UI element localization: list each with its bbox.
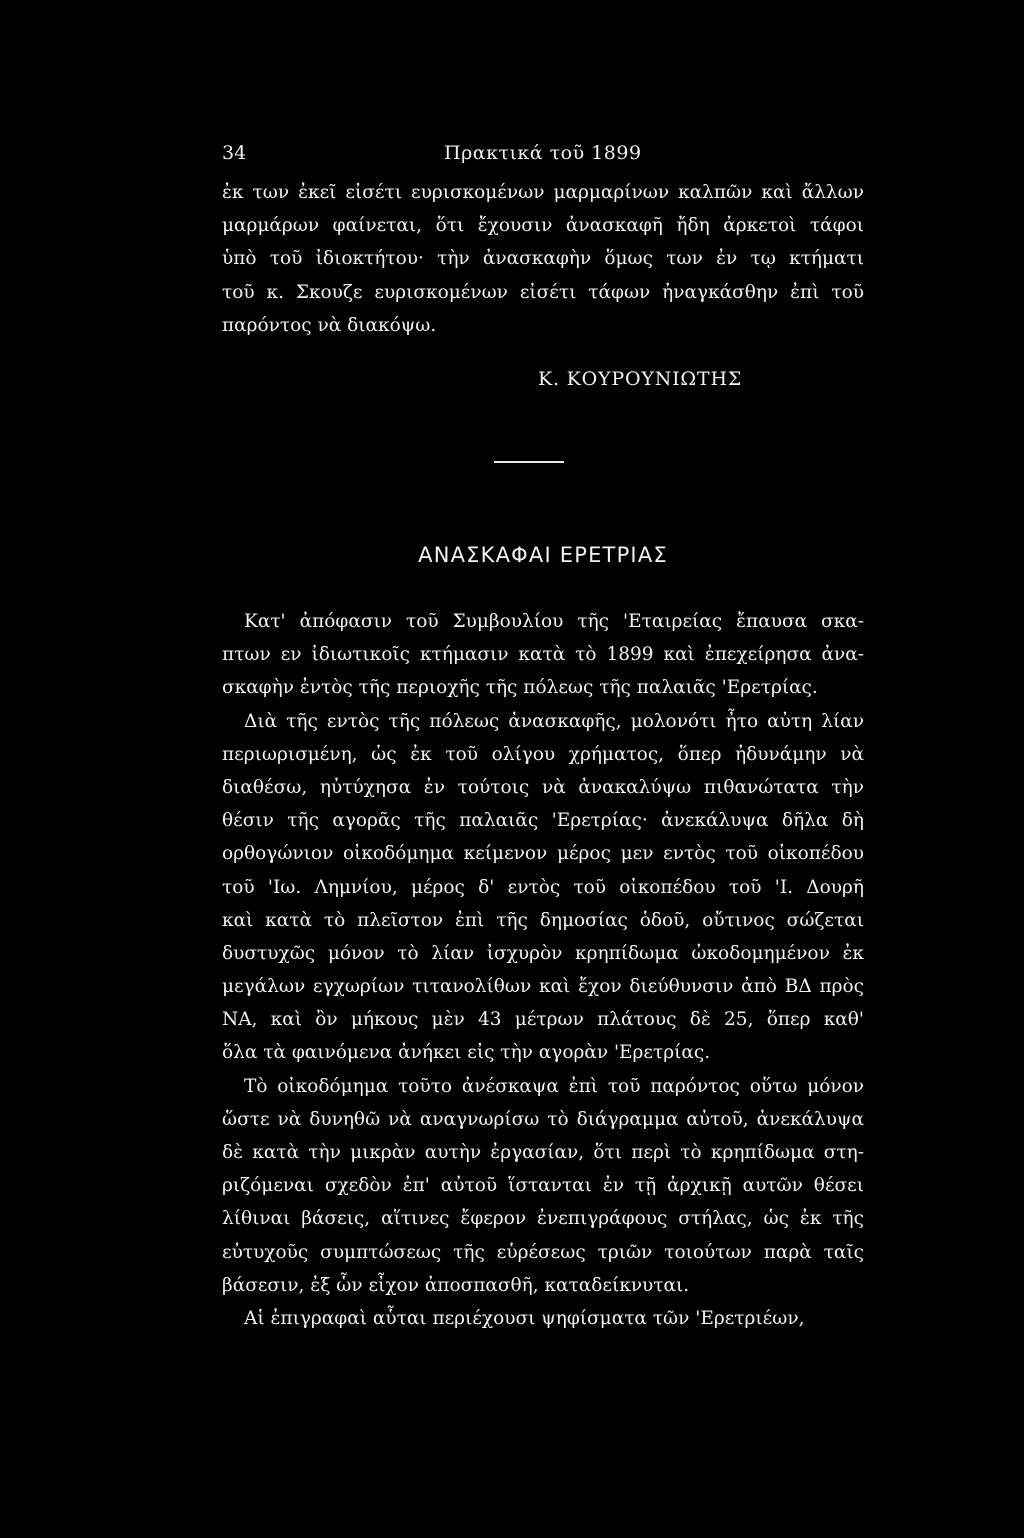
text-line: τοῦ κ. Σκουζε ευρισκομένων εἰσέτι τάφων ἠναγκάσθην ἐπὶ τοῦ bbox=[222, 281, 864, 303]
intro-paragraph bbox=[222, 176, 864, 342]
text-line: δὲ κατὰ τὴν μικρὰν αυτὴν ἐργασίαν, ὅτι περὶ τὸ κρηπίδωμα στη- bbox=[222, 1142, 864, 1163]
text-line: παρόντος νὰ διακόψω. bbox=[222, 314, 437, 336]
page-header bbox=[222, 142, 864, 172]
text-line: δυστυχῶς μόνον τὸ λίαν ἰσχυρὸν κρηπίδωμα ὠκοδομημένον ἐκ bbox=[222, 942, 864, 964]
text-line: Κατ' ἀπόφασιν τοῦ Συμβουλίου τῆς 'Εταιρείας ἔπαυσα σκα- bbox=[244, 611, 864, 632]
text-line: θέσιν τῆς αγορᾶς τῆς παλαιᾶς 'Ερετρίας· ἀνεκάλυψα δῆλα δὴ bbox=[222, 810, 864, 832]
text-line: σκαφὴν ἐντὸς τῆς περιοχῆς τῆς πόλεως τῆς παλαιᾶς 'Ερετρίας. bbox=[222, 677, 818, 699]
text-line: ὅλα τὰ φαινόμενα ἀνήκει εἰς τὴν αγορὰν 'Ερετρίας. bbox=[222, 1042, 711, 1064]
text-line: ἐκ των ἐκεῖ εἰσέτι ευρισκομένων μαρμαρίνων καλπῶν καὶ ἄλλων bbox=[222, 182, 864, 203]
section-title: ΑΝΑΣΚΑΦΑΙ ΕΡΕΤΡΙΑΣ bbox=[418, 543, 668, 567]
page-number: 34 bbox=[222, 142, 247, 164]
text-line: ριζόμεναι σχεδὸν ἐπ' αὐτοῦ ἵστανται ἐν τῇ ἀρχικῇ αυτῶν θέσει bbox=[222, 1175, 864, 1197]
text-line: Διὰ τῆς εντὸς τῆς πόλεως ἀνασκαφῆς, μολονότι ἦτο αὐτη λίαν bbox=[244, 710, 864, 732]
text-line: βάσεσιν, ἐξ ὧν εἶχον ἀποσπασθῆ, καταδείκνυται. bbox=[222, 1274, 690, 1296]
text-line: ορθογώνιον οἰκοδόμημα κείμενον μέρος μεν εντὸς τοῦ οἰκοπέδου bbox=[222, 843, 864, 865]
text-line: ΝΑ, καὶ ὂν μήκους μὲν 43 μέτρων πλάτους δὲ 25, ὅπερ καθ' bbox=[222, 1009, 864, 1031]
text-line: εὐτυχοῦς συμπτώσεως τῆς εὑρέσεως τριῶν τοιούτων παρὰ ταῖς bbox=[222, 1241, 864, 1263]
text-line: λίθιναι βάσεις, αἵτινες ἔφερον ἐνεπιγράφους στήλας, ὡς ἐκ τῆς bbox=[222, 1208, 864, 1230]
text-line: ὑπὸ τοῦ ἰδιοκτήτου· τὴν ἀνασκαφὴν ὅμως των ἐν τῳ κτήματι bbox=[222, 248, 864, 270]
text-line: μαρμάρων φαίνεται, ὅτι ἔχουσιν ἀνασκαφῆ ἤδη ἀρκετοὶ τάφοι bbox=[222, 215, 864, 237]
section-divider bbox=[494, 461, 564, 463]
running-title: Πρακτικά τοῦ 1899 bbox=[444, 142, 642, 164]
text-line: τοῦ 'Ιω. Λημνίου, μέρος δ' εντὸς τοῦ οἰκοπέδου τοῦ 'Ι. Δουρῆ bbox=[222, 876, 864, 898]
text-line: Αἱ ἐπιγραφαὶ αὗται περιέχουσι ψηφίσματα τῶν 'Ερετριέων, bbox=[244, 1307, 805, 1329]
text-line: περιωρισμένη, ὡς ἐκ τοῦ ολίγου χρήματος, ὅπερ ἠδυνάμην νὰ bbox=[222, 743, 864, 765]
text-line: καὶ κατὰ τὸ πλεῖστον ἐπὶ τῆς δημοσίας ὁδοῦ, οὔτινος σώζεται bbox=[222, 909, 864, 931]
text-line: ὥστε νὰ δυνηθῶ νὰ αναγνωρίσω τὸ διάγραμμα αὐτοῦ, ἀνεκάλυψα bbox=[222, 1108, 864, 1130]
body-text bbox=[222, 605, 864, 1335]
author-signature: Κ. ΚΟΥΡΟΥΝΙΩΤΗΣ bbox=[538, 368, 743, 390]
text-line: μεγάλων εγχωρίων τιτανολίθων καὶ ἔχον διεύθυνσιν ἀπὸ ΒΔ πρὸς bbox=[222, 976, 864, 998]
text-line: πτων εν ἰδιωτικοῖς κτήμασιν κατὰ τὸ 1899 καὶ ἐπεχείρησα ἀνα- bbox=[222, 644, 864, 666]
text-line: διαθέσω, ηὐτύχησα ἐν τούτοις νὰ ἀνακαλύψω πιθανώτατα τὴν bbox=[222, 776, 864, 798]
text-line: Τὸ οἰκοδόμημα τοῦτο ἀνέσκαψα ἐπὶ τοῦ παρόντος οὕτω μόνον bbox=[244, 1075, 864, 1097]
